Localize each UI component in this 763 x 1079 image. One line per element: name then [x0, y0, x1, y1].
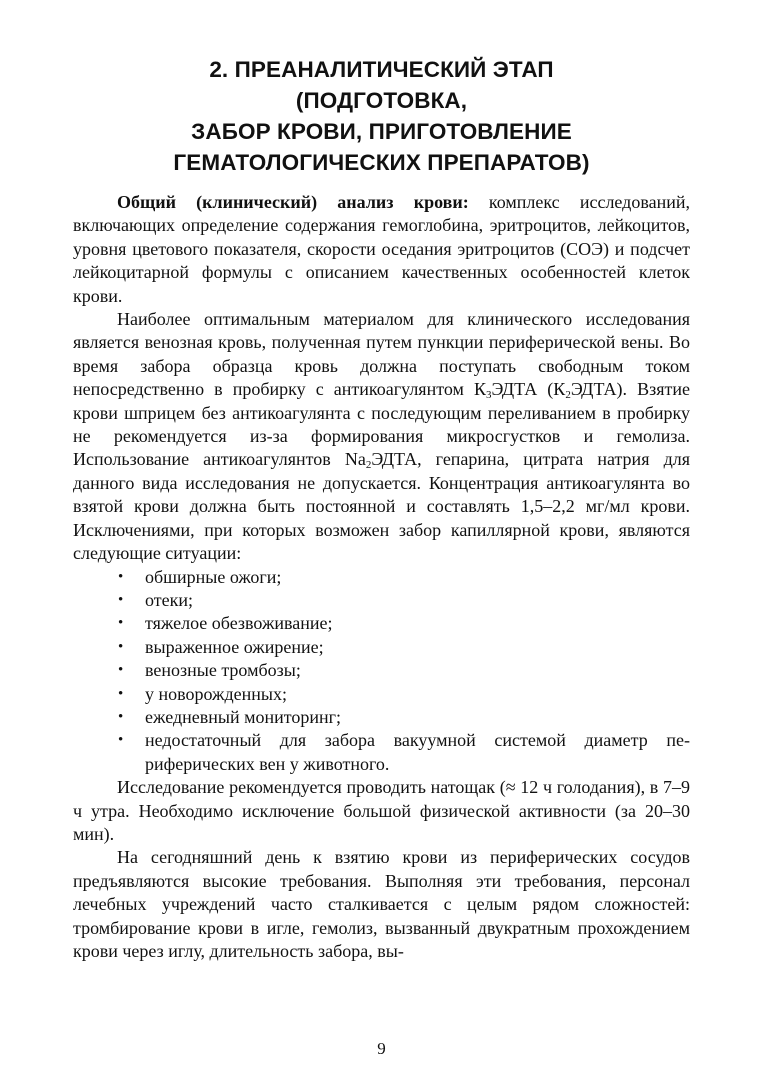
list-item [118, 566, 690, 589]
material-text-d: ЭДТА, гепарина, цитрата натрия для данного вида исследования не допускается. Концентрация антикоагулянта во взятой крови должна быть постоянной и составлять 1,5–2,2 мг/мл крови. Исключениями, при которых возможен забор капиллярной крови, являются следующие ситуации: [73, 449, 690, 564]
list-item-text: у новорожденных; [145, 683, 288, 704]
list-item-text: недостаточный для забора вакуумной системой диаметр периферических вен у животного. [145, 730, 690, 774]
definition-term: Общий (клинический) анализ крови: [117, 192, 469, 212]
paragraph-fasting: Исследование рекомендуется проводить натощак (≈ 12 ч голодания), в 7–9 ч утра. Необходимо исключение большой физической активности (за 20–30 мин). [73, 777, 690, 844]
material-text-a: Наиболее оптимальным материалом для клинического исследования является венозная кровь, полученная путем пункции периферической вены. Во время забора образца кровь должна поступать свободным током непосредственно в пробирку с антикоагулянтом К [73, 309, 690, 400]
bullet-icon: • [118, 732, 124, 749]
bullet-icon: • [118, 708, 124, 725]
list-item-text: ежедневный мониторинг; [145, 706, 342, 727]
title-line-4: ГЕМАТОЛОГИЧЕСКИХ ПРЕПАРАТОВ) [173, 150, 590, 175]
bullet-icon: • [118, 591, 124, 608]
bullet-list [73, 566, 690, 777]
page-number: 9 [377, 1039, 386, 1058]
subscript-3: 3 [485, 389, 492, 402]
material-text-c: ЭДТА). Взятие крови шприцем без антикоагулянта с последующим переливанием в пробирку не рекомендуется из-за формирования микросгустков и гемолиза. Использование антикоагулянтов Na [73, 379, 691, 470]
subscript-2: 2 [565, 389, 571, 402]
page-title [73, 54, 690, 178]
list-item-text: тяжелое обезвоживание; [145, 613, 333, 634]
material-text-b: ЭДТА (К [491, 379, 566, 400]
paragraph-material [73, 308, 690, 565]
list-item-text: отеки; [145, 589, 193, 610]
bullet-icon: • [118, 662, 124, 679]
definition-text: комплекс исследований, включающих определение содержания гемоглобина, эритроцитов, лейкоцитов, уровня цветового показателя, скорости оседания эритроцитов (СОЭ) и подсчет лейкоцитарной формулы с описанием качественных особенностей клеток крови. [73, 192, 690, 306]
title-line-3: ЗАБОР КРОВИ, ПРИГОТОВЛЕНИЕ [191, 119, 572, 144]
list-item [118, 589, 690, 612]
document-page [73, 54, 690, 963]
subscript-na-2: 2 [365, 459, 372, 472]
list-item [118, 659, 690, 682]
bullet-icon: • [118, 568, 124, 585]
list-item [118, 612, 690, 635]
list-item-text: венозные тромбозы; [145, 660, 301, 681]
paragraph-requirements: На сегодняшний день к взятию крови из периферических сосудов предъявляются высокие требования. Выполняя эти требования, персонал лечебных учреждений часто сталкивается с целым рядом сложностей: тромбирование крови в игле, гемолиз, вызванный двукратным прохождением крови через иглу, длительность забора, вы- [73, 847, 690, 961]
list-item [118, 729, 690, 776]
title-line-1: 2. ПРЕАНАЛИТИЧЕСКИЙ ЭТАП [209, 57, 554, 82]
list-item-text: обширные ожоги; [145, 566, 282, 587]
body-text [73, 191, 690, 963]
list-item [118, 636, 690, 659]
bullet-icon: • [118, 685, 124, 702]
list-item [118, 706, 690, 729]
title-line-2: (ПОДГОТОВКА, [295, 88, 468, 113]
bullet-icon: • [118, 638, 124, 655]
bullet-icon: • [118, 615, 124, 632]
list-item-text: выраженное ожирение; [145, 636, 324, 657]
paragraph-definition [73, 191, 690, 308]
list-item [118, 683, 690, 706]
